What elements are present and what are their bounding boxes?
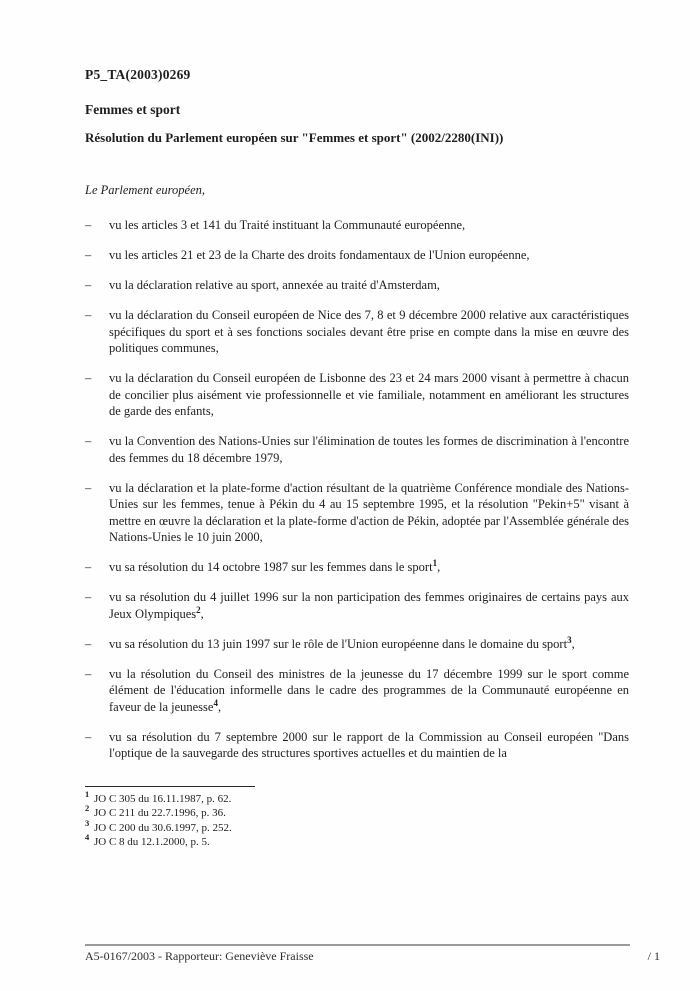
footnote-number: 4 <box>85 832 90 843</box>
citation-text: vu la résolution du Conseil des ministres de la jeunesse du 17 décembre 1999 sur le sport comme élément de l'éducation informelle dans le cadre des programmes de la Communauté européenne en faveur de la jeunesse$^4$, <box>109 666 629 714</box>
citation-dash: – <box>85 278 92 292</box>
footnote-ref: 3 <box>567 634 572 645</box>
footer-rule <box>85 944 630 946</box>
footnote-ref: 1 <box>432 557 438 568</box>
citation-item <box>85 480 629 546</box>
footnote-separator-rule <box>85 786 255 787</box>
footnote-text: JO C 200 du 30.6.1997, p. 252. <box>91 821 232 834</box>
document-reference: P5_TA(2003)0269 <box>85 67 191 82</box>
footer-page-number: / 1 <box>647 949 660 963</box>
citation-item <box>85 307 629 357</box>
footnote-text: JO C 305 du 16.11.1987, p. 62. <box>91 792 232 805</box>
footnote-text: JO C 8 du 12.1.2000, p. 5. <box>91 836 210 848</box>
footnotes-list <box>85 788 629 850</box>
citation-item <box>85 636 629 653</box>
citation-item <box>85 589 629 622</box>
footnote-item <box>85 803 629 821</box>
citation-item <box>85 666 629 716</box>
footnote-text: JO C 211 du 22.7.1996, p. 36. <box>91 807 226 819</box>
citation-text: vu les articles 21 et 23 de la Charte des droits fondamentaux de l'Union européenne, <box>109 248 530 262</box>
footnote-ref: 2 <box>196 604 201 615</box>
citation-text: vu sa résolution du 7 septembre 2000 sur le rapport de la Commission au Conseil européen "Dans l'optique de la sauvegarde des structures sportives actuelles et du maintien de la <box>109 729 629 760</box>
citation-text: vu sa résolution du 4 juillet 1996 sur la non participation des femmes originaires de certains pays aux Jeux Olympiques$^2$, <box>109 590 629 621</box>
citation-dash: – <box>85 636 92 651</box>
citation-dash: – <box>85 248 92 262</box>
citation-text: vu la déclaration du Conseil européen de Nice des 7, 8 et 9 décembre 2000 relative aux caractéristiques spécifiques du sport et à ses fonctions sociales devant être prise en compte dans la mise en œuvre des politiques communes, <box>109 308 629 355</box>
citation-item <box>85 433 629 466</box>
citation-dash: – <box>85 218 92 232</box>
citation-text: vu la Convention des Nations-Unies sur l'élimination de toutes les formes de discrimination à l'encontre des femmes du 18 décembre 1979, <box>109 434 629 465</box>
citation-item <box>85 559 629 576</box>
document-subtitle: Résolution du Parlement européen sur "Femmes et sport" (2002/2280(INI)) <box>85 130 504 145</box>
footnote-item <box>85 832 629 850</box>
citation-dash: – <box>85 434 92 448</box>
citation-dash: – <box>85 480 92 495</box>
citation-text: vu les articles 3 et 141 du Traité instituant la Communauté européenne, <box>109 218 466 232</box>
page-footer <box>85 944 660 964</box>
footnote-ref: 4 <box>213 697 218 708</box>
citation-dash: – <box>85 590 92 604</box>
citation-item <box>85 277 629 294</box>
citation-text: vu la déclaration et la plate-forme d'action résultant de la quatrième Conférence mondiale des Nations-Unies sur les femmes, tenue à Pékin du 4 au 15 septembre 1995, et la résolution "Pekin+5" visant à mettre en œuvre la déclaration et la plate-forme d'action de Pékin, adoptée par l'Assemblée générale des Nations-Unies le 10 juin 2000, <box>109 480 629 544</box>
citation-item <box>85 247 629 264</box>
footnote-item <box>85 817 629 836</box>
citation-text: vu la déclaration relative au sport, annexée au traité d'Amsterdam, <box>109 278 440 292</box>
footnote-number: 2 <box>85 803 90 814</box>
citation-item <box>85 729 629 762</box>
citation-dash: – <box>85 371 92 385</box>
intro-line: Le Parlement européen, <box>85 183 205 197</box>
citations-list <box>85 217 629 762</box>
citation-text: vu sa résolution du 14 octobre 1987 sur les femmes dans le sport$^1$, <box>109 557 441 574</box>
footnotes-block <box>85 786 629 850</box>
citation-dash: – <box>85 666 92 681</box>
footnote-number: 1 <box>85 788 90 799</box>
footnote-number: 3 <box>85 817 90 828</box>
document-title: Femmes et sport <box>85 102 181 117</box>
citation-dash: – <box>85 308 92 322</box>
citation-dash: – <box>85 560 92 574</box>
footer-reference: A5-0167/2003 - Rapporteur: Geneviève Fraisse <box>85 949 314 963</box>
citation-text: vu sa résolution du 13 juin 1997 sur le rôle de l'Union européenne dans le domaine du sport$^3$, <box>109 634 575 651</box>
citation-item <box>85 370 629 420</box>
citation-item <box>85 217 629 234</box>
footnote-item <box>85 788 629 807</box>
citation-text: vu la déclaration du Conseil européen de Lisbonne des 23 et 24 mars 2000 visant à permettre à chacun de concilier plus aisément vie professionnelle et vie familiale, notamment en améliorant les structures de garde des enfants, <box>109 371 629 418</box>
citation-dash: – <box>85 729 92 744</box>
